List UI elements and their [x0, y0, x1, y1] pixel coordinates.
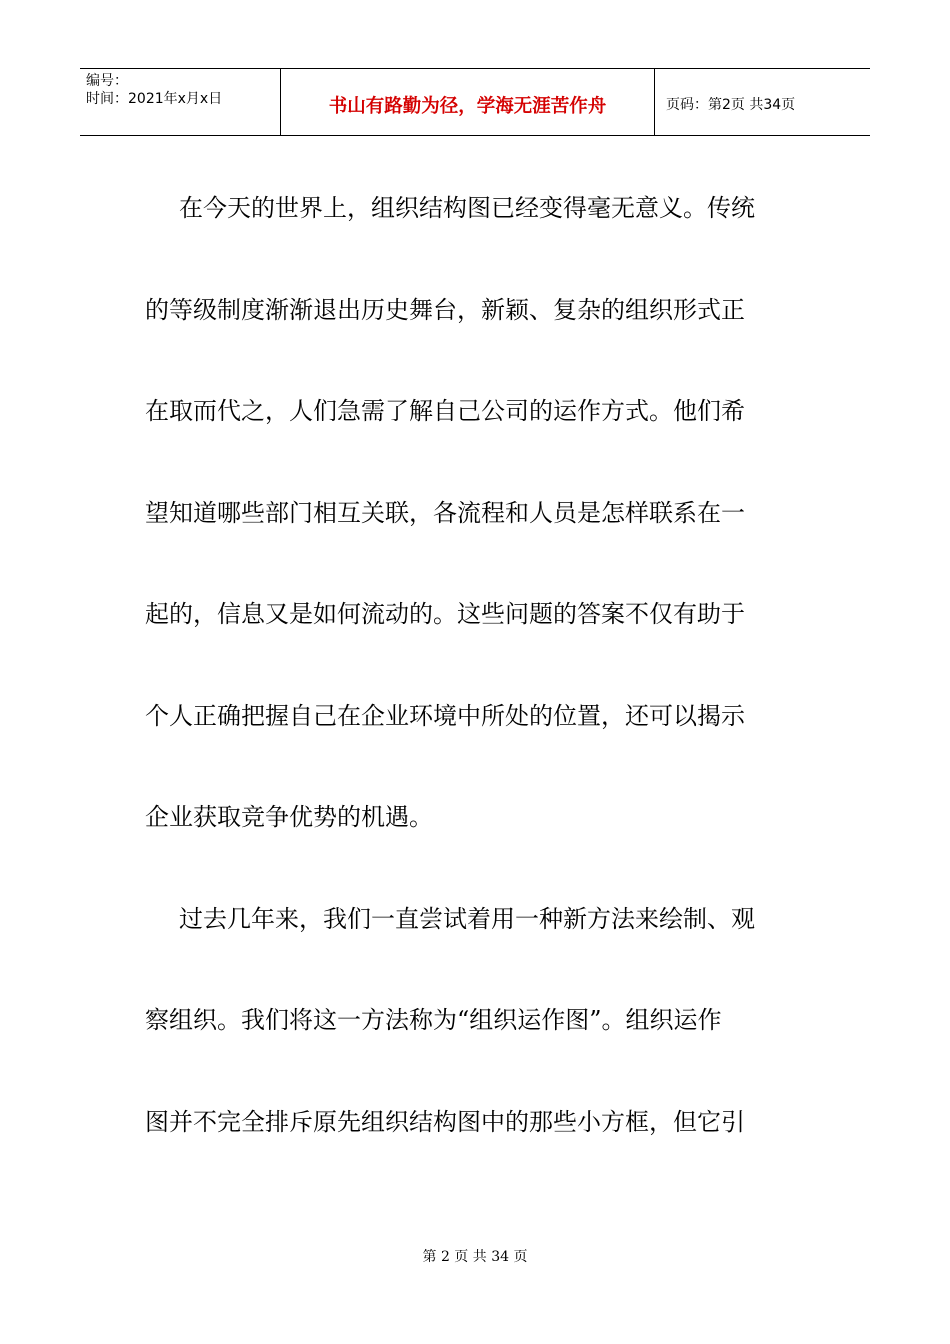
- paragraph-2-line-3: 图并不完全排斥原先组织结构图中的那些小方框，但它引: [145, 1107, 745, 1136]
- paragraph-1-line-7: 企业获取竞争优势的机遇。: [145, 803, 433, 831]
- page-footer: 第 2 页 共 34 页: [422, 1249, 528, 1265]
- document-date-label: 时间：2021年x月x日: [86, 91, 223, 107]
- paragraph-2-line-2: 察组织。我们将这一方法称为“组织运作图”。组织运作: [145, 1006, 722, 1034]
- paragraph-1-line-1: 在今天的世界上，组织结构图已经变得毫无意义。传统: [179, 194, 755, 222]
- header-motto: 书山有路勤为径，学海无涯苦作舟: [328, 96, 607, 117]
- paragraph-1-line-5: 起的，信息又是如何流动的。这些问题的答案不仅有助于: [145, 600, 745, 628]
- paragraph-1-line-2: 的等级制度渐渐退出历史舞台，新颖、复杂的组织形式正: [145, 295, 745, 324]
- page-header: [80, 68, 870, 136]
- header-meta: [80, 69, 281, 135]
- paragraph-1-line-3: 在取而代之，人们急需了解自己公司的运作方式。他们希: [145, 397, 745, 425]
- paragraph-1-line-4: 望知道哪些部门相互关联，各流程和人员是怎样联系在一: [145, 498, 745, 527]
- paragraph-2-line-1: 过去几年来，我们一直尝试着用一种新方法来绘制、观: [179, 904, 755, 933]
- document-number-label: 编号：: [86, 73, 128, 89]
- paragraph-1-line-6: 个人正确把握自己在企业环境中所处的位置，还可以揭示: [145, 701, 745, 730]
- document-body: [145, 158, 795, 1173]
- header-page-info: 页码：第2页 共34页: [666, 97, 796, 113]
- header-motto-cell: [281, 69, 655, 135]
